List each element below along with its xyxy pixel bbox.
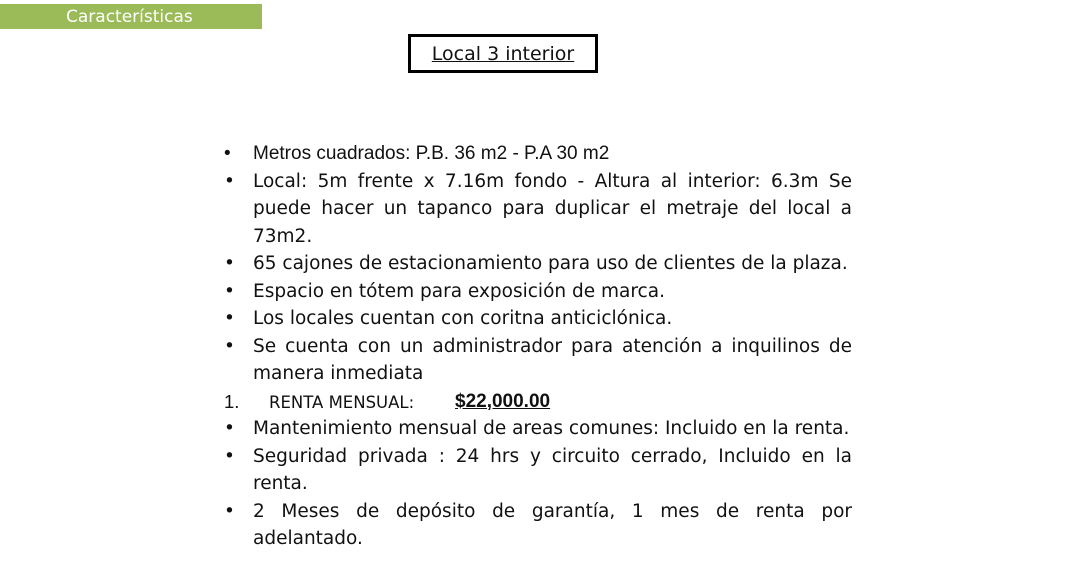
section-header-bar bbox=[0, 4, 262, 29]
rent-row bbox=[222, 388, 852, 416]
page-title: Local 3 interior bbox=[431, 43, 575, 65]
list-item bbox=[222, 140, 852, 168]
bullet-marker: • bbox=[224, 143, 231, 164]
bullet-marker: • bbox=[224, 253, 235, 274]
list-item-text: Seguridad privada : 24 hrs y circuito cerrado, Incluido en la renta. bbox=[253, 445, 852, 494]
list-item bbox=[222, 250, 852, 278]
rent-label: RENTA MENSUAL: bbox=[269, 392, 415, 412]
bullet-marker: • bbox=[224, 335, 235, 357]
list-item-text: 2 Meses de depósito de garantía, 1 mes de renta por adelantado. bbox=[253, 500, 852, 549]
list-item-text: Local: 5m frente x 7.16m fondo - Altura al interior: 6.3m Se puede hacer un tapanco para duplicar el metraje del local a 73m2. bbox=[253, 170, 852, 247]
list-item bbox=[222, 333, 852, 388]
list-item bbox=[222, 498, 852, 553]
bullet-marker: • bbox=[224, 170, 235, 192]
title-box bbox=[408, 34, 598, 73]
list-item bbox=[222, 443, 852, 498]
bullet-marker: • bbox=[224, 445, 235, 467]
list-item-text: Mantenimiento mensual de areas comunes: Incluido en la renta. bbox=[253, 418, 850, 439]
list-item-text: Los locales cuentan con coritna anticiclónica. bbox=[253, 308, 673, 329]
rent-number-marker: 1. bbox=[224, 390, 240, 412]
list-item-text: 65 cajones de estacionamiento para uso de clientes de la plaza. bbox=[253, 253, 848, 274]
list-item-text: Espacio en tótem para exposición de marca. bbox=[253, 280, 665, 302]
list-item-text: Se cuenta con un administrador para atención a inquilinos de manera inmediata bbox=[253, 335, 852, 384]
list-item bbox=[222, 305, 852, 333]
list-item bbox=[222, 415, 852, 443]
section-header-label: Características bbox=[66, 7, 193, 27]
list-item bbox=[222, 168, 852, 251]
bullet-marker: • bbox=[224, 500, 235, 522]
bullet-marker: • bbox=[224, 280, 235, 302]
rent-value: $22,000.00 bbox=[455, 390, 551, 412]
list-item bbox=[222, 278, 852, 306]
feature-list bbox=[222, 140, 852, 553]
bullet-marker: • bbox=[224, 308, 235, 329]
bullet-marker: • bbox=[224, 418, 235, 439]
list-item-text: Metros cuadrados: P.B. 36 m2 - P.A 30 m2 bbox=[253, 143, 610, 164]
